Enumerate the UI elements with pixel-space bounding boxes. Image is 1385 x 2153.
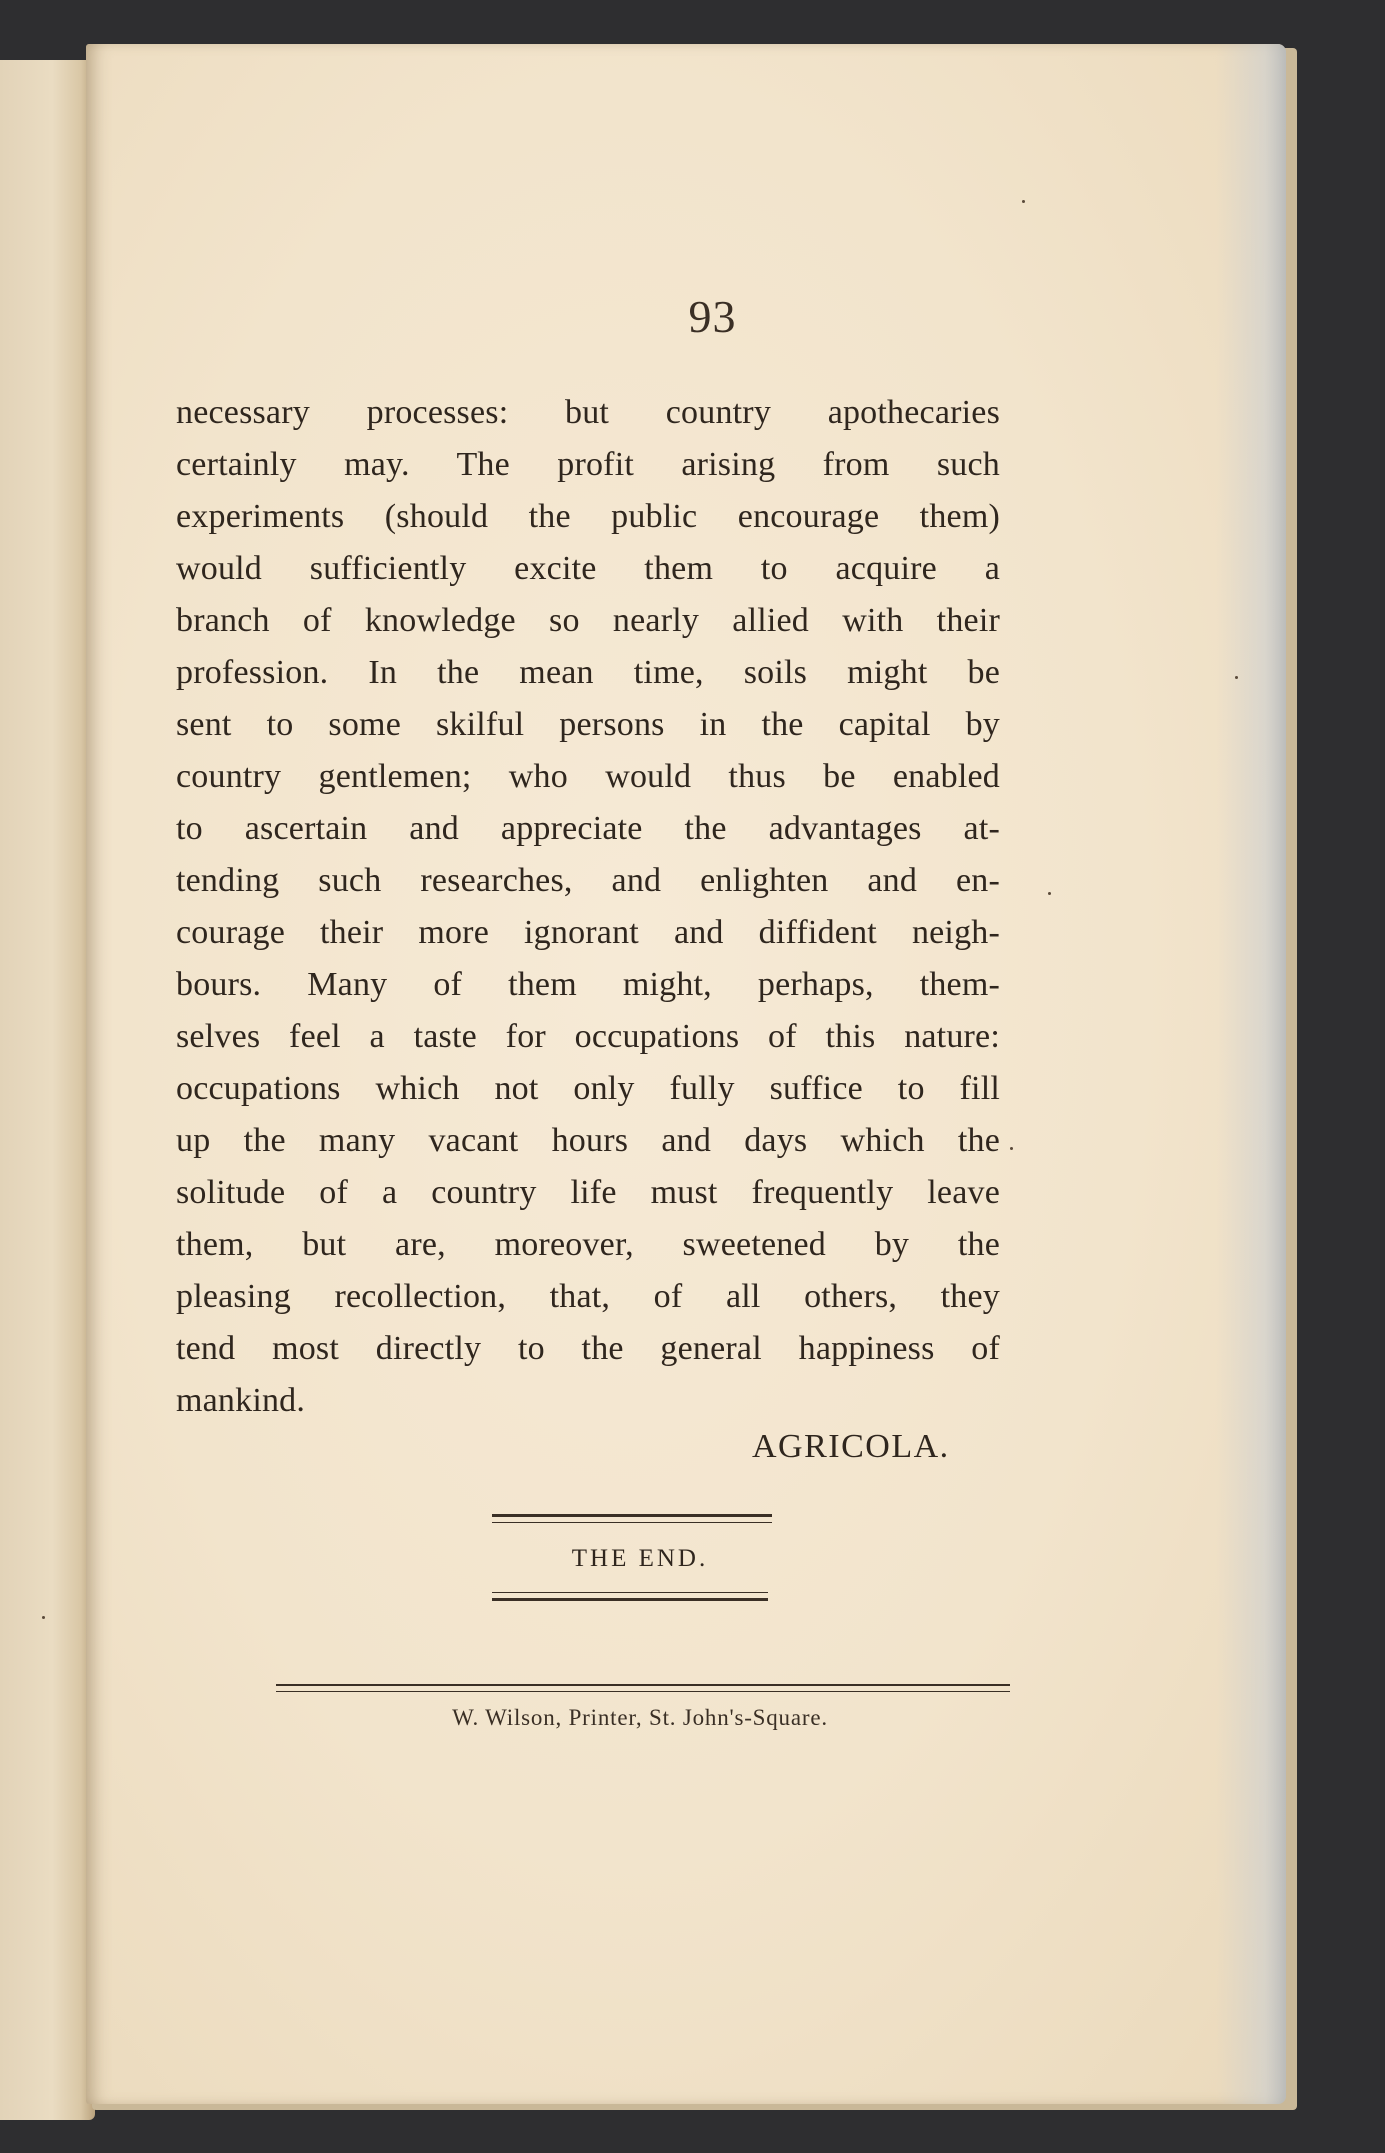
- end-rule-bottom-thick: [492, 1598, 768, 1601]
- paper-speck: [1048, 892, 1051, 895]
- end-rule-bottom-thin: [492, 1592, 768, 1593]
- signature: AGRICOLA.: [752, 1428, 950, 1465]
- end-rule-top-thin: [492, 1522, 772, 1523]
- paper-speck: [1022, 200, 1025, 203]
- text-line: selves feel a taste for occupations of this nature:: [176, 1018, 1000, 1055]
- end-text: THE END.: [571, 1545, 709, 1572]
- facing-page-edge: [0, 60, 95, 2120]
- text-line: tending such researches, and enlighten and en-: [176, 862, 1000, 899]
- text-line: certainly may. The profit arising from such: [176, 446, 1000, 483]
- paper-speck: [42, 1616, 45, 1619]
- text-line: tend most directly to the general happiness of: [176, 1330, 1000, 1367]
- text-line: courage their more ignorant and diffident neigh-: [176, 914, 1000, 951]
- text-line: to ascertain and appreciate the advantages at-: [176, 810, 1000, 847]
- text-line: solitude of a country life must frequently leave: [176, 1174, 1000, 1211]
- text-line: experiments (should the public encourage them): [176, 498, 1000, 535]
- body-text: [176, 387, 1000, 1427]
- text-line: profession. In the mean time, soils might be: [176, 654, 1000, 691]
- end-rule-top-thick: [492, 1514, 772, 1517]
- text-line: occupations which not only fully suffice to fill: [176, 1070, 1000, 1107]
- text-line: them, but are, moreover, sweetened by the: [176, 1226, 1000, 1263]
- text-line: sent to some skilful persons in the capital by: [176, 706, 1000, 743]
- text-line: mankind.: [176, 1382, 306, 1419]
- text-line: would sufficiently excite them to acquire a: [176, 550, 1000, 587]
- text-line: country gentlemen; who would thus be enabled: [176, 758, 1000, 795]
- text-line: pleasing recollection, that, of all others, they: [176, 1278, 1000, 1315]
- paper-speck: [1235, 676, 1238, 679]
- page-fore-edge: [1216, 44, 1286, 2104]
- printer-rule-thin: [276, 1691, 1010, 1692]
- page-number: 93: [688, 291, 737, 342]
- printer-rule-thick: [276, 1684, 1010, 1686]
- text-line: necessary processes: but country apothecaries: [176, 394, 1000, 431]
- text-line: branch of knowledge so nearly allied with their: [176, 602, 1000, 639]
- printer-imprint: W. Wilson, Printer, St. John's-Square.: [452, 1705, 828, 1730]
- paper-speck: [1010, 1147, 1013, 1150]
- text-line: up the many vacant hours and days which the: [176, 1122, 1000, 1159]
- text-line: bours. Many of them might, perhaps, them-: [176, 966, 1000, 1003]
